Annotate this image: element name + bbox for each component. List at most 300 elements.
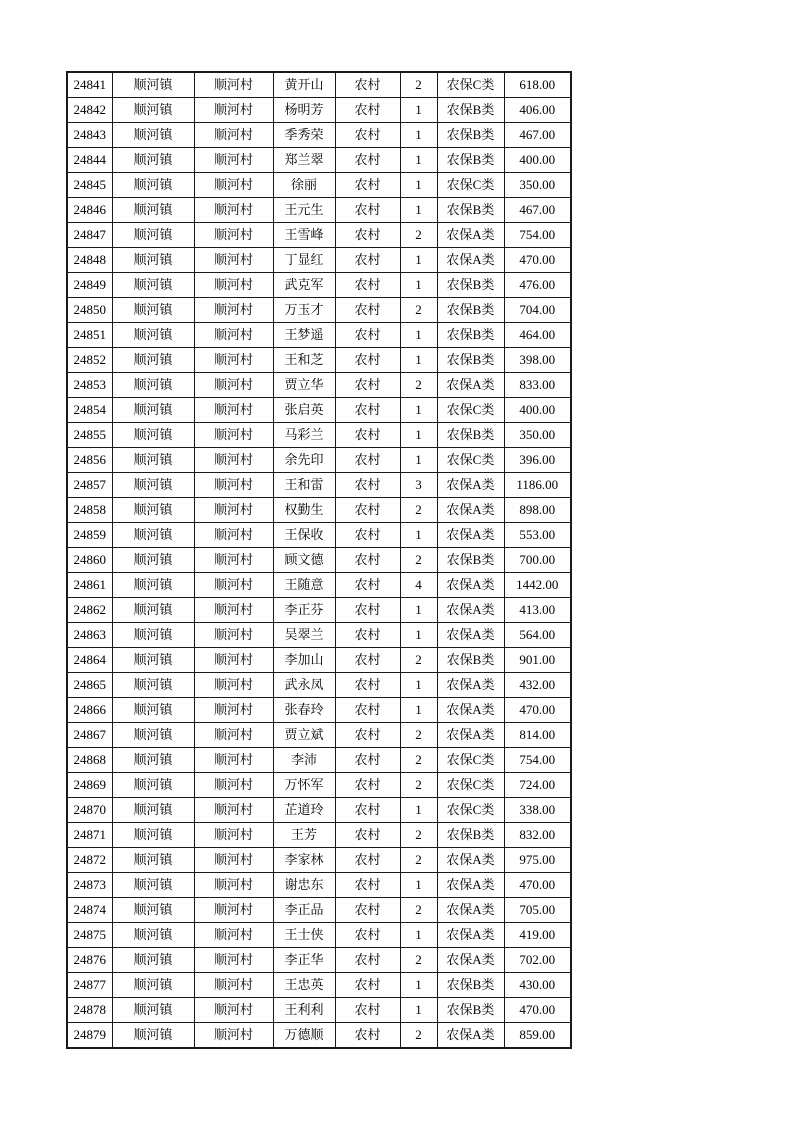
cell-town: 顺河镇 [112,598,194,623]
table-row [67,448,571,473]
cell-village: 顺河村 [194,548,273,573]
table-row [67,698,571,723]
cell-serial: 24857 [67,473,112,498]
cell-person-count: 1 [400,348,437,373]
cell-serial: 24853 [67,373,112,398]
cell-village: 顺河村 [194,248,273,273]
cell-name: 李沛 [273,748,335,773]
cell-residence: 农村 [335,1023,400,1049]
cell-residence: 农村 [335,898,400,923]
cell-village: 顺河村 [194,523,273,548]
cell-village: 顺河村 [194,273,273,298]
table-row [67,98,571,123]
cell-name: 李正品 [273,898,335,923]
cell-serial: 24860 [67,548,112,573]
cell-serial: 24862 [67,598,112,623]
cell-amount: 464.00 [504,323,571,348]
cell-person-count: 1 [400,798,437,823]
cell-village: 顺河村 [194,998,273,1023]
cell-serial: 24868 [67,748,112,773]
cell-town: 顺河镇 [112,223,194,248]
cell-person-count: 1 [400,248,437,273]
cell-serial: 24874 [67,898,112,923]
cell-name: 王雪峰 [273,223,335,248]
cell-town: 顺河镇 [112,948,194,973]
cell-amount: 470.00 [504,998,571,1023]
cell-person-count: 2 [400,748,437,773]
cell-serial: 24872 [67,848,112,873]
cell-village: 顺河村 [194,573,273,598]
table-row [67,748,571,773]
cell-person-count: 1 [400,973,437,998]
cell-name: 谢忠东 [273,873,335,898]
cell-insurance-category: 农保A类 [437,623,504,648]
cell-residence: 农村 [335,798,400,823]
cell-town: 顺河镇 [112,798,194,823]
cell-serial: 24869 [67,773,112,798]
table-row [67,823,571,848]
cell-serial: 24859 [67,523,112,548]
table-row [67,298,571,323]
cell-person-count: 2 [400,823,437,848]
cell-person-count: 2 [400,298,437,323]
table-row [67,148,571,173]
cell-name: 王士侠 [273,923,335,948]
cell-town: 顺河镇 [112,823,194,848]
cell-village: 顺河村 [194,323,273,348]
cell-name: 张启英 [273,398,335,423]
cell-serial: 24846 [67,198,112,223]
cell-insurance-category: 农保B类 [437,423,504,448]
cell-insurance-category: 农保A类 [437,673,504,698]
cell-residence: 农村 [335,98,400,123]
cell-village: 顺河村 [194,473,273,498]
cell-village: 顺河村 [194,848,273,873]
cell-residence: 农村 [335,873,400,898]
cell-village: 顺河村 [194,498,273,523]
cell-residence: 农村 [335,448,400,473]
table-row [67,873,571,898]
cell-name: 李正华 [273,948,335,973]
cell-amount: 833.00 [504,373,571,398]
cell-village: 顺河村 [194,623,273,648]
cell-residence: 农村 [335,698,400,723]
cell-name: 王随意 [273,573,335,598]
cell-amount: 400.00 [504,398,571,423]
cell-village: 顺河村 [194,973,273,998]
cell-serial: 24843 [67,123,112,148]
cell-serial: 24877 [67,973,112,998]
cell-insurance-category: 农保A类 [437,598,504,623]
cell-town: 顺河镇 [112,573,194,598]
cell-residence: 农村 [335,973,400,998]
cell-person-count: 1 [400,873,437,898]
cell-serial: 24849 [67,273,112,298]
cell-person-count: 2 [400,373,437,398]
cell-amount: 413.00 [504,598,571,623]
cell-town: 顺河镇 [112,248,194,273]
cell-insurance-category: 农保C类 [437,748,504,773]
cell-town: 顺河镇 [112,873,194,898]
cell-person-count: 1 [400,673,437,698]
cell-person-count: 2 [400,648,437,673]
table-row [67,898,571,923]
cell-amount: 859.00 [504,1023,571,1049]
cell-serial: 24861 [67,573,112,598]
cell-insurance-category: 农保A类 [437,948,504,973]
cell-serial: 24879 [67,1023,112,1049]
cell-name: 武永凤 [273,673,335,698]
cell-person-count: 1 [400,398,437,423]
cell-town: 顺河镇 [112,423,194,448]
cell-town: 顺河镇 [112,123,194,148]
cell-insurance-category: 农保A类 [437,723,504,748]
cell-town: 顺河镇 [112,398,194,423]
cell-town: 顺河镇 [112,998,194,1023]
table-row [67,423,571,448]
cell-person-count: 1 [400,448,437,473]
cell-amount: 814.00 [504,723,571,748]
cell-name: 李家林 [273,848,335,873]
cell-amount: 467.00 [504,123,571,148]
cell-name: 王芳 [273,823,335,848]
cell-person-count: 2 [400,848,437,873]
cell-residence: 农村 [335,398,400,423]
cell-person-count: 2 [400,773,437,798]
table-row [67,998,571,1023]
table-row [67,173,571,198]
cell-serial: 24851 [67,323,112,348]
cell-serial: 24847 [67,223,112,248]
cell-amount: 553.00 [504,523,571,548]
cell-name: 王和雷 [273,473,335,498]
cell-residence: 农村 [335,598,400,623]
cell-amount: 754.00 [504,223,571,248]
cell-town: 顺河镇 [112,373,194,398]
cell-person-count: 1 [400,998,437,1023]
cell-insurance-category: 农保B类 [437,548,504,573]
cell-amount: 705.00 [504,898,571,923]
cell-person-count: 1 [400,923,437,948]
cell-town: 顺河镇 [112,673,194,698]
cell-name: 贾立斌 [273,723,335,748]
cell-person-count: 2 [400,948,437,973]
cell-residence: 农村 [335,673,400,698]
cell-name: 王利利 [273,998,335,1023]
cell-insurance-category: 农保C类 [437,448,504,473]
cell-insurance-category: 农保B类 [437,973,504,998]
cell-serial: 24863 [67,623,112,648]
table-row [67,273,571,298]
cell-serial: 24850 [67,298,112,323]
cell-serial: 24848 [67,248,112,273]
records-tbody [67,72,571,1048]
cell-amount: 430.00 [504,973,571,998]
cell-insurance-category: 农保A类 [437,923,504,948]
table-row [67,923,571,948]
cell-name: 万怀军 [273,773,335,798]
cell-amount: 1442.00 [504,573,571,598]
cell-person-count: 1 [400,323,437,348]
table-row [67,198,571,223]
cell-town: 顺河镇 [112,473,194,498]
cell-person-count: 4 [400,573,437,598]
cell-village: 顺河村 [194,598,273,623]
cell-residence: 农村 [335,823,400,848]
cell-town: 顺河镇 [112,448,194,473]
table-row [67,373,571,398]
cell-insurance-category: 农保C类 [437,798,504,823]
cell-name: 顾文德 [273,548,335,573]
table-row [67,773,571,798]
cell-name: 王忠英 [273,973,335,998]
table-row [67,473,571,498]
cell-insurance-category: 农保A类 [437,248,504,273]
cell-person-count: 1 [400,598,437,623]
cell-serial: 24852 [67,348,112,373]
table-row [67,498,571,523]
cell-serial: 24864 [67,648,112,673]
cell-residence: 农村 [335,848,400,873]
cell-insurance-category: 农保A类 [437,223,504,248]
cell-serial: 24845 [67,173,112,198]
records-table [66,71,572,1049]
cell-amount: 419.00 [504,923,571,948]
cell-serial: 24876 [67,948,112,973]
cell-village: 顺河村 [194,348,273,373]
cell-name: 吴翠兰 [273,623,335,648]
cell-insurance-category: 农保B类 [437,823,504,848]
cell-insurance-category: 农保A类 [437,698,504,723]
cell-amount: 470.00 [504,698,571,723]
cell-village: 顺河村 [194,648,273,673]
cell-serial: 24871 [67,823,112,848]
cell-village: 顺河村 [194,123,273,148]
cell-residence: 农村 [335,548,400,573]
cell-serial: 24867 [67,723,112,748]
cell-person-count: 2 [400,723,437,748]
cell-town: 顺河镇 [112,1023,194,1049]
cell-amount: 704.00 [504,298,571,323]
cell-name: 黄开山 [273,72,335,98]
cell-name: 杨明芳 [273,98,335,123]
cell-name: 王保收 [273,523,335,548]
cell-residence: 农村 [335,773,400,798]
cell-amount: 975.00 [504,848,571,873]
cell-village: 顺河村 [194,173,273,198]
cell-town: 顺河镇 [112,72,194,98]
cell-insurance-category: 农保A类 [437,373,504,398]
cell-residence: 农村 [335,948,400,973]
cell-village: 顺河村 [194,948,273,973]
cell-insurance-category: 农保C类 [437,173,504,198]
cell-town: 顺河镇 [112,773,194,798]
cell-amount: 396.00 [504,448,571,473]
cell-amount: 832.00 [504,823,571,848]
cell-serial: 24873 [67,873,112,898]
cell-serial: 24855 [67,423,112,448]
table-row [67,973,571,998]
cell-residence: 农村 [335,123,400,148]
cell-insurance-category: 农保A类 [437,848,504,873]
cell-serial: 24856 [67,448,112,473]
table-row [67,948,571,973]
cell-village: 顺河村 [194,923,273,948]
cell-village: 顺河村 [194,723,273,748]
cell-town: 顺河镇 [112,98,194,123]
table-row [67,72,571,98]
table-row [67,648,571,673]
cell-amount: 470.00 [504,873,571,898]
cell-name: 丁显红 [273,248,335,273]
cell-town: 顺河镇 [112,723,194,748]
cell-insurance-category: 农保B类 [437,298,504,323]
cell-residence: 农村 [335,72,400,98]
cell-village: 顺河村 [194,773,273,798]
cell-amount: 467.00 [504,198,571,223]
cell-insurance-category: 农保C类 [437,398,504,423]
table-row [67,323,571,348]
cell-village: 顺河村 [194,823,273,848]
cell-residence: 农村 [335,273,400,298]
cell-insurance-category: 农保B类 [437,323,504,348]
table-row [67,123,571,148]
cell-name: 张春玲 [273,698,335,723]
cell-residence: 农村 [335,148,400,173]
cell-amount: 398.00 [504,348,571,373]
cell-serial: 24870 [67,798,112,823]
cell-town: 顺河镇 [112,973,194,998]
cell-town: 顺河镇 [112,698,194,723]
cell-name: 权勤生 [273,498,335,523]
cell-town: 顺河镇 [112,523,194,548]
cell-residence: 农村 [335,348,400,373]
cell-name: 万德顺 [273,1023,335,1049]
cell-residence: 农村 [335,423,400,448]
cell-person-count: 2 [400,223,437,248]
table-row [67,1023,571,1049]
cell-village: 顺河村 [194,423,273,448]
cell-amount: 476.00 [504,273,571,298]
cell-serial: 24844 [67,148,112,173]
cell-town: 顺河镇 [112,923,194,948]
cell-name: 王和芝 [273,348,335,373]
cell-village: 顺河村 [194,1023,273,1049]
cell-insurance-category: 农保A类 [437,1023,504,1049]
cell-insurance-category: 农保B类 [437,998,504,1023]
cell-serial: 24854 [67,398,112,423]
cell-town: 顺河镇 [112,548,194,573]
table-row [67,848,571,873]
table-row [67,548,571,573]
cell-town: 顺河镇 [112,748,194,773]
cell-insurance-category: 农保A类 [437,498,504,523]
cell-amount: 350.00 [504,423,571,448]
cell-amount: 350.00 [504,173,571,198]
cell-town: 顺河镇 [112,198,194,223]
table-row [67,248,571,273]
cell-person-count: 1 [400,148,437,173]
cell-amount: 406.00 [504,98,571,123]
cell-person-count: 1 [400,273,437,298]
cell-amount: 338.00 [504,798,571,823]
cell-village: 顺河村 [194,223,273,248]
cell-person-count: 1 [400,123,437,148]
cell-village: 顺河村 [194,148,273,173]
cell-village: 顺河村 [194,898,273,923]
cell-name: 贾立华 [273,373,335,398]
cell-village: 顺河村 [194,98,273,123]
cell-town: 顺河镇 [112,148,194,173]
cell-insurance-category: 农保B类 [437,123,504,148]
cell-person-count: 1 [400,698,437,723]
cell-village: 顺河村 [194,673,273,698]
cell-residence: 农村 [335,623,400,648]
cell-name: 王梦遥 [273,323,335,348]
table-row [67,798,571,823]
cell-name: 郑兰翠 [273,148,335,173]
cell-amount: 470.00 [504,248,571,273]
cell-insurance-category: 农保C类 [437,773,504,798]
cell-residence: 农村 [335,373,400,398]
cell-insurance-category: 农保A类 [437,873,504,898]
cell-residence: 农村 [335,998,400,1023]
table-row [67,673,571,698]
cell-name: 王元生 [273,198,335,223]
cell-insurance-category: 农保B类 [437,198,504,223]
table-row [67,598,571,623]
cell-name: 马彩兰 [273,423,335,448]
cell-residence: 农村 [335,198,400,223]
cell-serial: 24842 [67,98,112,123]
cell-town: 顺河镇 [112,898,194,923]
cell-residence: 农村 [335,173,400,198]
cell-residence: 农村 [335,648,400,673]
cell-person-count: 2 [400,72,437,98]
cell-town: 顺河镇 [112,273,194,298]
cell-amount: 400.00 [504,148,571,173]
cell-village: 顺河村 [194,72,273,98]
cell-town: 顺河镇 [112,498,194,523]
cell-amount: 724.00 [504,773,571,798]
cell-town: 顺河镇 [112,648,194,673]
cell-amount: 754.00 [504,748,571,773]
cell-person-count: 1 [400,98,437,123]
cell-serial: 24865 [67,673,112,698]
cell-person-count: 2 [400,1023,437,1049]
cell-village: 顺河村 [194,448,273,473]
cell-serial: 24866 [67,698,112,723]
cell-serial: 24878 [67,998,112,1023]
cell-person-count: 1 [400,623,437,648]
cell-insurance-category: 农保B类 [437,648,504,673]
cell-person-count: 2 [400,898,437,923]
cell-town: 顺河镇 [112,848,194,873]
cell-residence: 农村 [335,248,400,273]
cell-insurance-category: 农保B类 [437,98,504,123]
cell-residence: 农村 [335,498,400,523]
cell-insurance-category: 农保A类 [437,473,504,498]
cell-person-count: 2 [400,498,437,523]
cell-amount: 618.00 [504,72,571,98]
cell-village: 顺河村 [194,748,273,773]
cell-village: 顺河村 [194,873,273,898]
cell-name: 李加山 [273,648,335,673]
cell-person-count: 1 [400,198,437,223]
cell-town: 顺河镇 [112,173,194,198]
cell-amount: 901.00 [504,648,571,673]
cell-residence: 农村 [335,748,400,773]
